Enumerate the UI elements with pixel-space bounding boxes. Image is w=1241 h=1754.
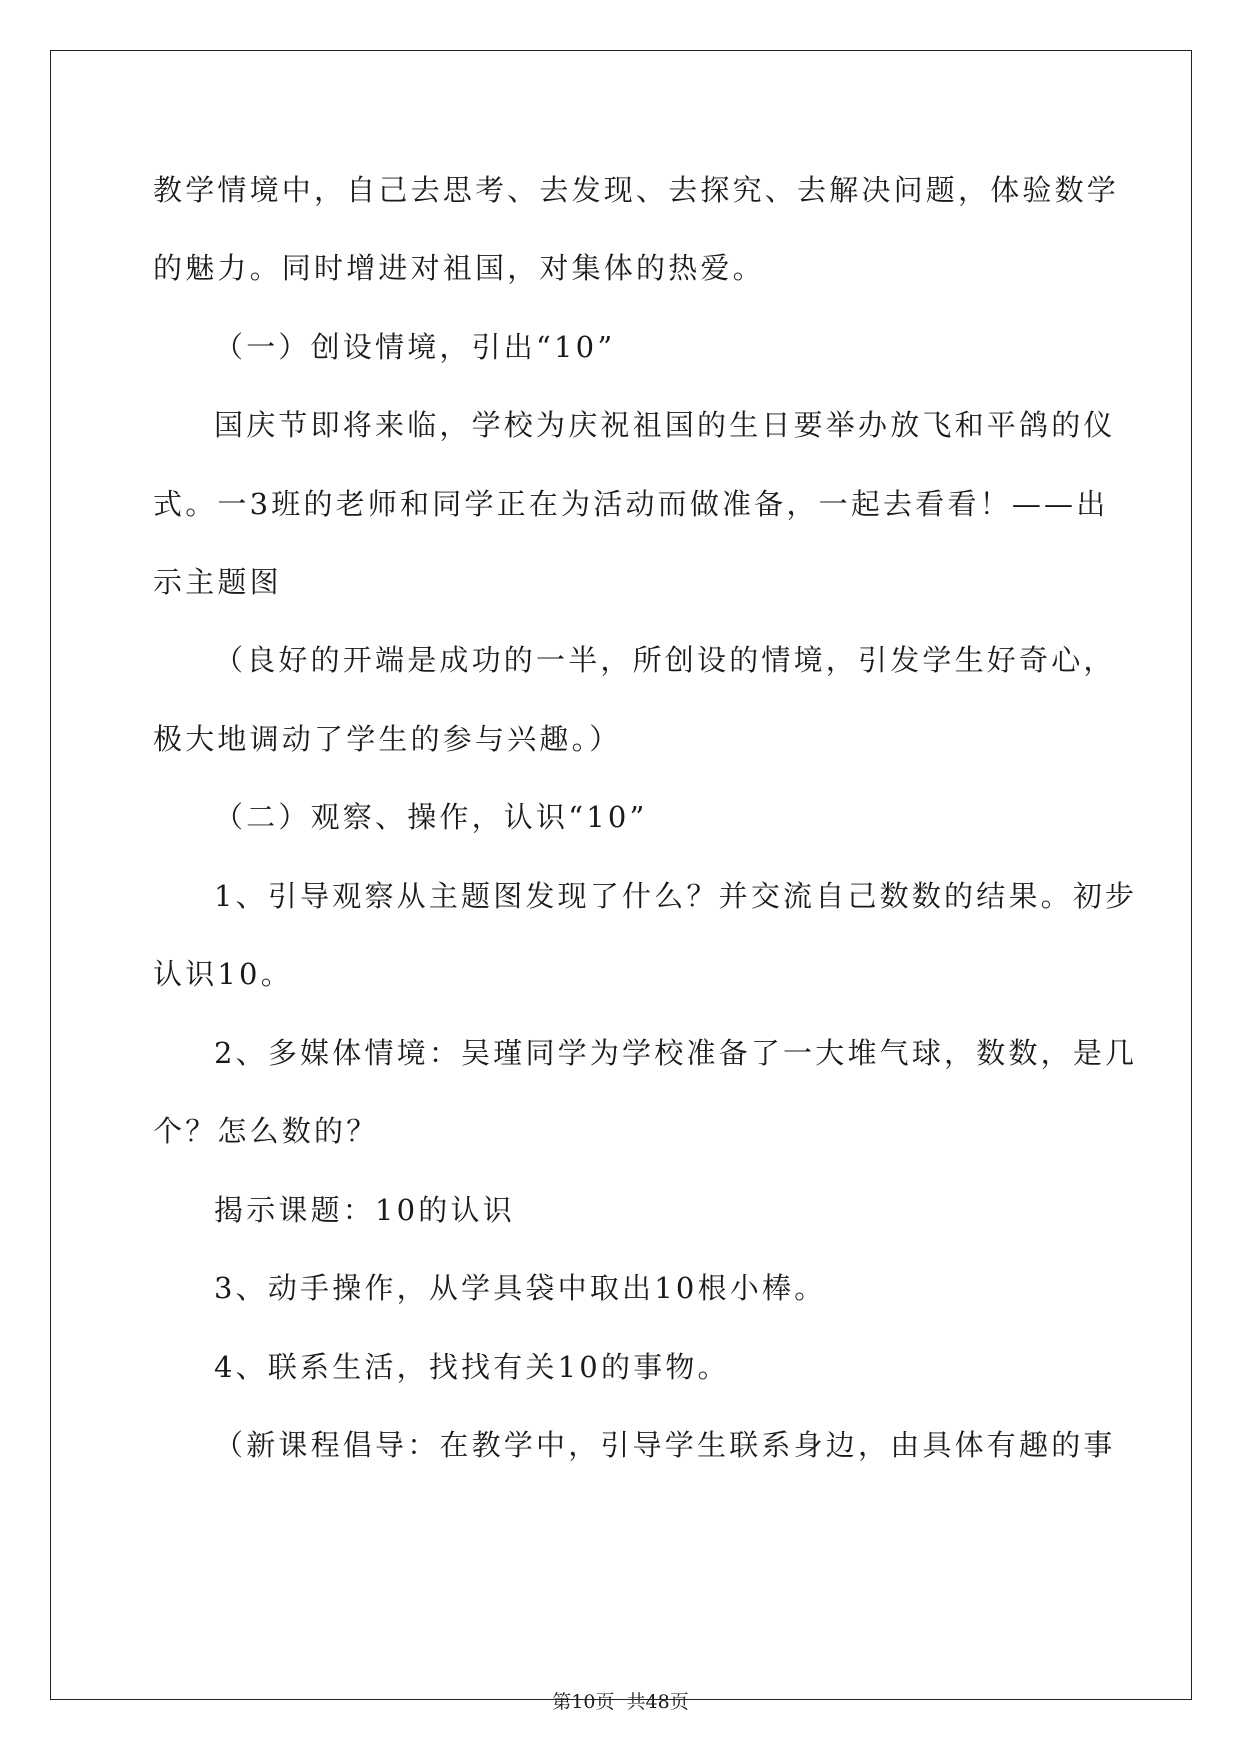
text-line: 认识10。 xyxy=(153,957,293,991)
text-line: 揭示课题：10的认识 xyxy=(214,1193,515,1227)
text-line: 示主题图 xyxy=(153,565,282,599)
text-line: （良好的开端是成功的一半，所创设的情境，引发学生好奇心， xyxy=(214,643,1116,677)
section-heading: （二）观察、操作，认识“10” xyxy=(214,800,648,834)
text-line: 式。一3班的老师和同学正在为活动而做准备，一起去看看！——出 xyxy=(153,487,1109,521)
text-line: 1、引导观察从主题图发现了什么？并交流自己数数的结果。初步 xyxy=(214,879,1138,913)
text-line: 国庆节即将来临，学校为庆祝祖国的生日要举办放飞和平鸽的仪 xyxy=(214,408,1116,442)
section-heading: （一）创设情境，引出“10” xyxy=(214,330,616,364)
text-line: 3、动手操作，从学具袋中取出10根小棒。 xyxy=(214,1271,827,1305)
page-number: 第10页 xyxy=(552,1691,615,1713)
text-line: （新课程倡导：在教学中，引导学生联系身边，由具体有趣的事 xyxy=(214,1428,1116,1462)
page-total: 共48页 xyxy=(626,1691,689,1713)
page-footer xyxy=(0,1690,1241,1714)
text-line: 的魅力。同时增进对祖国，对集体的热爱。 xyxy=(153,251,765,285)
text-line: 2、多媒体情境：吴瑾同学为学校准备了一大堆气球，数数，是几 xyxy=(214,1036,1138,1070)
text-line: 4、联系生活，找找有关10的事物。 xyxy=(214,1350,730,1384)
text-line: 个？怎么数的？ xyxy=(153,1114,379,1148)
text-line: 极大地调动了学生的参与兴趣。） xyxy=(153,722,622,756)
text-line: 教学情境中，自己去思考、去发现、去探究、去解决问题，体验数学 xyxy=(153,173,1120,207)
